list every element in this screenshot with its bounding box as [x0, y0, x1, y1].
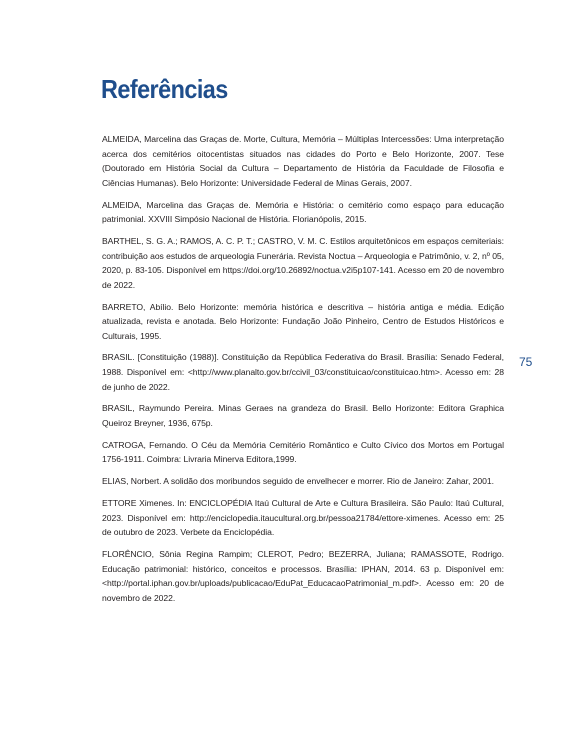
- reference-item: ETTORE Ximenes. In: ENCICLOPÉDIA Itaú Cultural de Arte e Cultura Brasileira. São Paulo: Itaú Cultural, 2023. Disponível em: http://enciclopedia.itaucultural.org.br/pessoa21784/ettore-ximenes. Acesso em: 25 de outubro de 2023. Verbete da Enciclopédia.: [102, 497, 504, 538]
- reference-item: BARRETO, Abílio. Belo Horizonte: memória histórica e descritiva – história antiga e média. Edição atualizada, revista e anotada. Belo Horizonte: Fundação João Pinheiro, Centro de Estudos Históricos e Culturais, 1995.: [102, 301, 504, 341]
- reference-list: [102, 132, 504, 613]
- reference-item: BRASIL, Raymundo Pereira. Minas Geraes na grandeza do Brasil. Bello Horizonte: Editora Graphica Queiroz Breyner, 1936, 675p.: [102, 403, 504, 429]
- reference-item: BRASIL. [Constituição (1988)]. Constituição da República Federativa do Brasil. Brasília: Senado Federal, 1988. Disponível em: <http://www.planalto.gov.br/ccivil_03/constituicao/constituicao.htm>. Acesso em: 28 de junho de 2022.: [102, 352, 504, 392]
- reference-item: CATROGA, Fernando. O Céu da Memória Cemitério Romântico e Culto Cívico dos Mortos em Portugal 1756-1911. Coimbra: Livraria Minerva Editora,1999.: [102, 439, 504, 465]
- reference-item: ALMEIDA, Marcelina das Graças de. Memória e História: o cemitério como espaço para educação patrimonial. XXVIII Simpósio Nacional de História. Florianópolis, 2015.: [102, 199, 504, 225]
- reference-item: FLORÊNCIO, Sônia Regina Rampim; CLEROT, Pedro; BEZERRA, Juliana; RAMASSOTE, Rodrigo. Educação patrimonial: histórico, conceitos e processos. Brasília: IPHAN, 2014. 63 p. Disponível em: <http://portal.iphan.gov.br/uploads/publicacao/EduPat_EducacaoPatrimonial_m.pdf>. Acesso em: 20 de novembro de 2022.: [102, 548, 504, 603]
- reference-item: BARTHEL, S. G. A.; RAMOS, A. C. P. T.; CASTRO, V. M. C. Estilos arquitetônicos em espaços cemiteriais: contribuição aos estudos de arqueologia Funerária. Revista Noctua – Arqueologia e Patrimônio, v. 2, nº 05, 2020, p. 83-105. Disponível em https://doi.org/10.26892/noctua.v2i5p107-141. Acesso em 20 de novembro de 2022.: [102, 235, 504, 290]
- reference-item: ALMEIDA, Marcelina das Graças de. Morte, Cultura, Memória – Múltiplas Intercessões: Uma interpretação acerca dos cemitérios oitocentistas situados nas cidades do Porto e Belo Horizonte, 2007. Tese (Doutorado em História Social da Cultura – Departamento de História da Faculdade de Filosofia e Ciências Humanas). Belo Horizonte: Universidade Federal de Minas Gerais, 2007.: [102, 134, 504, 188]
- reference-item: ELIAS, Norbert. A solidão dos moribundos seguido de envelhecer e morrer. Rio de Janeiro: Zahar, 2001.: [102, 476, 494, 487]
- page-number: 75: [519, 355, 533, 369]
- page-title: Referências: [101, 74, 228, 104]
